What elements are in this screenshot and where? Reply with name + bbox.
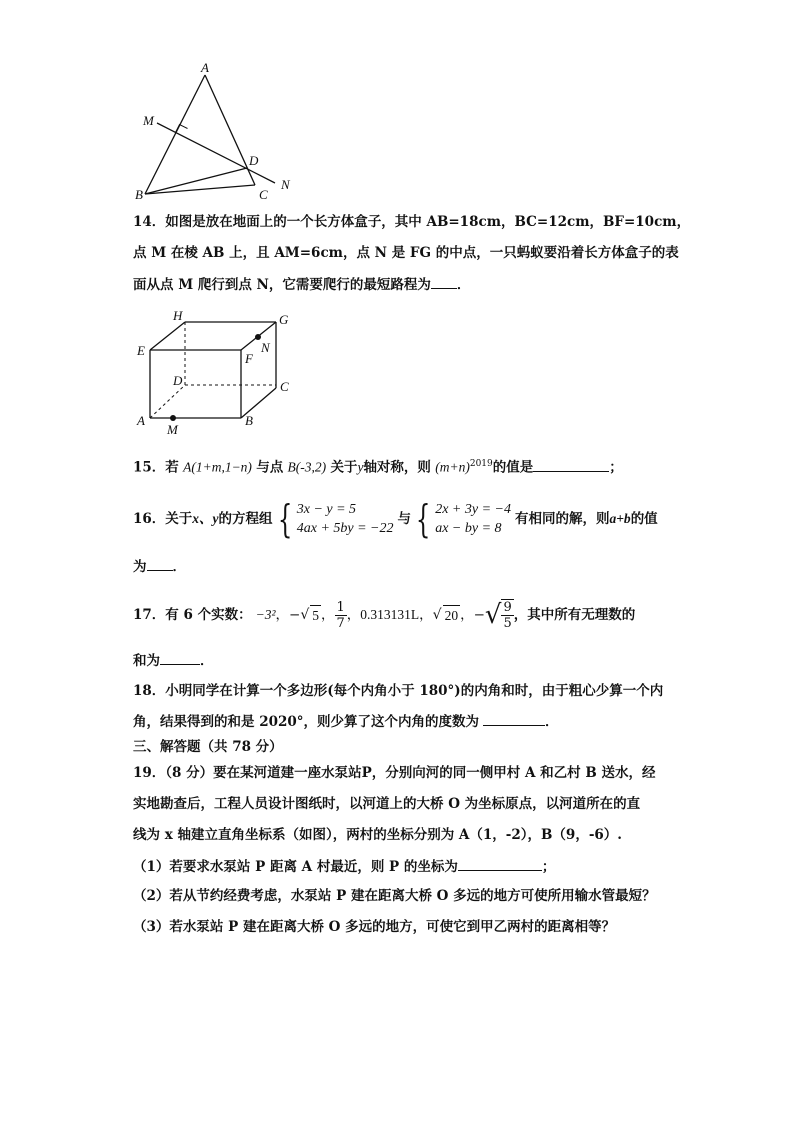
q15-point-a: A(1+m,1−n) [183, 459, 252, 475]
label-b2: B [245, 413, 253, 428]
q17-line2-prefix: 和为 [133, 653, 160, 669]
q15-axis: y [357, 459, 364, 475]
q16-system2 [411, 497, 511, 541]
q18-end: ． [545, 714, 559, 730]
q15-point-b: B(-3,2) [287, 459, 327, 475]
q17-num6-numerator: 9 [503, 600, 512, 615]
q17-sep4: ， [419, 607, 433, 623]
section3-title: 三、解答题（共 78 分） [133, 739, 283, 755]
q19-sub2 [133, 886, 673, 906]
q15-mid3: 轴对称，则 [363, 459, 431, 476]
q14-answer-blank[interactable] [431, 274, 457, 289]
label-f: F [245, 351, 253, 366]
q16-brace1: { [277, 497, 292, 541]
q19-sub1 [133, 856, 673, 877]
label-n2: N [261, 340, 270, 355]
q17-num2-sign: − [289, 607, 301, 623]
q14-line2 [133, 243, 679, 263]
q15-mid2: 关于 [330, 459, 358, 476]
q17-num2-radicand: 5 [310, 605, 321, 626]
q16-line2 [133, 556, 673, 577]
label-m2: M [167, 422, 178, 437]
triangle-figure [135, 55, 295, 200]
q15-exponent: 2019 [469, 459, 493, 469]
q19-line1 [133, 763, 673, 783]
q17-suffix: ，其中所有无理数的 [513, 607, 636, 623]
q16-brace2: { [415, 497, 431, 541]
q19-sub2-text: （2）若从节约经费考虑，水泵站 P 建在距离大桥 O 多远的地方可使所用输水管最短？ [133, 888, 656, 904]
q15-suffix: 的值是 [492, 459, 534, 476]
hidden-edge-ad [150, 385, 185, 418]
box-figure [133, 305, 303, 440]
q16-sys2-eq1: 2x + 3y = −4 [435, 502, 511, 517]
q15-end: ； [609, 459, 623, 476]
q19-sub1-text: （1）若要求水泵站 P 距离 A 村最近，则 P 的坐标为 [133, 859, 458, 875]
radical-icon: √ [484, 600, 502, 630]
radical-icon: √ [432, 607, 442, 623]
q18-line1 [133, 681, 673, 701]
q15-line [133, 454, 673, 478]
q17-sep5: ， [460, 607, 474, 623]
q17-sep1: ， [275, 607, 290, 623]
q17-num5-radicand: 20 [443, 605, 461, 626]
q19-answer-blank[interactable] [458, 856, 542, 871]
q14-end: ． [456, 277, 471, 293]
q17-num6-fraction [501, 599, 513, 631]
q15-mid1: 与点 [256, 459, 284, 476]
q17-num6-sign: − [473, 607, 485, 623]
q14-text2: 点 M 在棱 AB 上，且 AM=6cm，点 N 是 FG 的中点，一只蚂蚁要沿着长方体盒子的表 [133, 245, 679, 261]
q19-line2 [133, 794, 673, 814]
q19-sub3-text: （3）若水泵站 P 建在距离大桥 O 多远的地方，可使它到甲乙两村的距离相等？ [133, 919, 616, 935]
label-a: A [201, 60, 209, 75]
q15-expr: (m+n) [435, 459, 470, 475]
label-m: M [143, 113, 154, 128]
q15-prefix: 15．若 [133, 459, 179, 476]
label-c2: C [280, 379, 289, 394]
q17-num6-denominator: 5 [503, 616, 512, 631]
q17-answer-blank[interactable] [160, 650, 200, 665]
q16-answer-blank[interactable] [147, 556, 173, 571]
segment-ab [145, 75, 205, 194]
label-d: D [249, 153, 259, 168]
q17-num3-numerator: 1 [336, 599, 345, 615]
q17-num3-denominator: 7 [336, 615, 345, 631]
q16-mid3: 有相同的解，则 [514, 511, 610, 527]
q17-num4: 0.313131L [360, 607, 420, 622]
q17-sep3: ， [346, 607, 361, 623]
q16-line2-prefix: 为 [133, 559, 147, 575]
label-a2: A [137, 413, 145, 428]
label-c: C [259, 187, 268, 200]
q18-answer-blank[interactable] [483, 711, 545, 726]
q17-line2 [133, 650, 673, 671]
q19-sub1-end: ； [541, 859, 556, 875]
q16-sys1-eq2: 4ax + 5by = −22 [296, 521, 394, 536]
q16-sys2-eq2: ax − by = 8 [435, 521, 502, 536]
label-g: G [279, 312, 289, 327]
q17-prefix: 17．有 6 个实数： [133, 607, 252, 623]
q16-line1 [133, 497, 673, 541]
label-n: N [281, 177, 290, 192]
q16-suffix: 的值 [630, 511, 658, 527]
q16-mid1: 的方程组 [218, 511, 273, 527]
q16-sys1-eq1: 3x − y = 5 [296, 502, 357, 517]
label-h: H [173, 308, 183, 323]
q19-text1: 19．（8 分）要在某河道建一座水泵站P，分别向河的同一侧甲村 A 和乙村 B 送水，经 [133, 765, 656, 781]
q17-sep2: ， [321, 607, 335, 623]
q18-text1: 18．小明同学在计算一个多边形(每个内角小于 180°)的内角和时，由于粗心少算一个内 [133, 683, 664, 699]
q14-line3 [133, 274, 673, 295]
edge-eh [150, 322, 185, 350]
q15-answer-blank[interactable] [533, 457, 609, 472]
label-b: B [135, 187, 143, 200]
q14-text1: 14．如图是放在地面上的一个长方体盒子，其中 AB=18cm，BC=12cm，BF=10cm， [133, 214, 691, 230]
point-m [170, 415, 176, 421]
q19-text2: 实地勘查后，工程人员设计图纸时，以河道上的大桥 O 为坐标原点，以河道所在的直 [133, 796, 641, 812]
q14-text3: 面从点 M 爬行到点 N，它需要爬行的最短路程为 [133, 277, 431, 293]
label-e: E [137, 343, 145, 358]
q16-prefix: 16．关于 [133, 511, 193, 527]
q16-target: a+b [609, 511, 631, 526]
q16-vars: x、y [192, 511, 219, 526]
q18-line2 [133, 711, 673, 732]
q16-system1 [273, 497, 394, 541]
section-title [133, 737, 673, 757]
q16-mid2: 与 [397, 511, 412, 527]
q16-end: ． [172, 559, 186, 575]
radical-icon: √ [300, 607, 310, 623]
q19-sub3 [133, 917, 673, 937]
label-d2: D [173, 373, 183, 388]
q19-text3: 线为 x 轴建立直角坐标系（如图），两村的坐标分别为 A（1，-2），B（9，-6）. [133, 827, 623, 843]
q17-end: ． [200, 653, 214, 669]
q17-num1: −3² [255, 607, 276, 622]
q14-line1 [133, 212, 691, 232]
q17-line1 [133, 596, 673, 634]
q18-text2: 角，结果得到的和是 2020°，则少算了这个内角的度数为 [133, 714, 480, 730]
q19-line3 [133, 825, 673, 845]
q17-num3-fraction [335, 600, 347, 631]
